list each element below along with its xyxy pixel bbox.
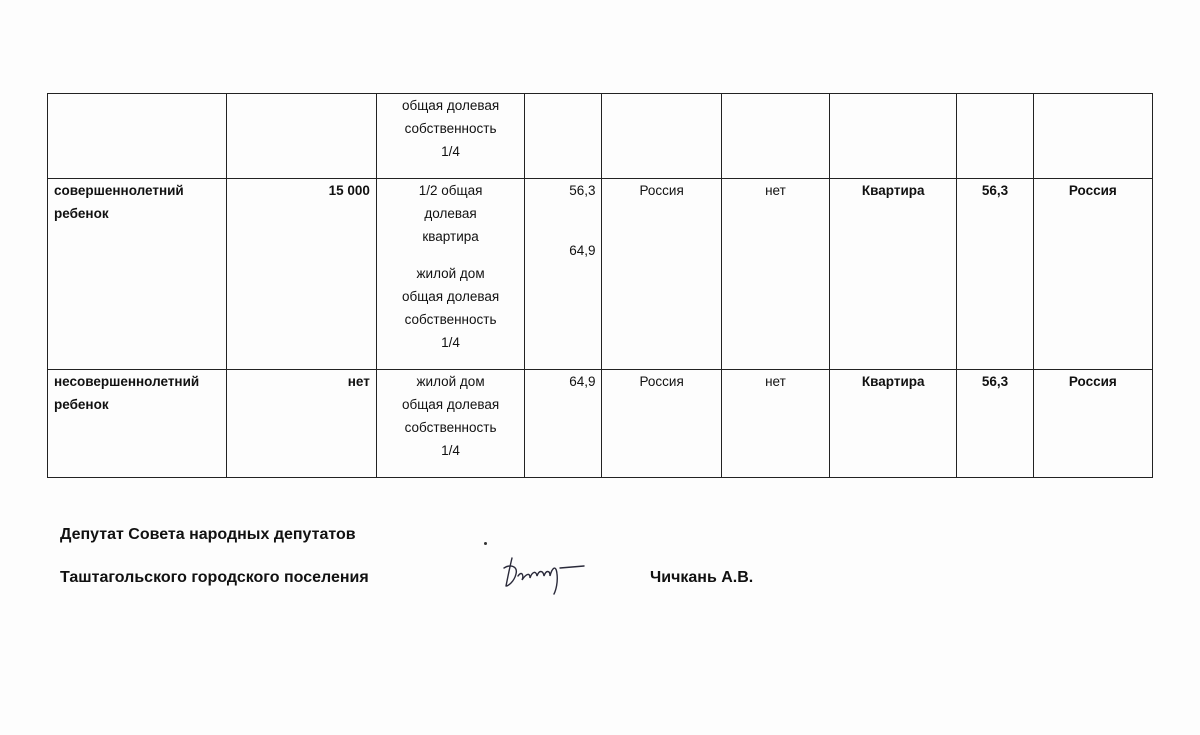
- declaration-table: [47, 93, 1153, 478]
- cell-use-area: [957, 179, 1033, 370]
- cell-use-area: [957, 94, 1033, 179]
- cell-property: [376, 179, 524, 370]
- country-value: Россия: [639, 183, 684, 198]
- use-type-value: Квартира: [861, 183, 925, 198]
- vehicles-value: нет: [765, 183, 786, 198]
- relation-line: ребенок: [54, 206, 109, 221]
- relation-line: несовершеннолетний: [54, 374, 200, 389]
- cell-income: [227, 94, 376, 179]
- vehicles-value: нет: [765, 374, 786, 389]
- property-line: 1/4: [441, 144, 460, 159]
- cell-vehicles: [721, 179, 829, 370]
- area-value: 64,9: [569, 374, 596, 389]
- property-line: жилой дом: [416, 374, 485, 389]
- property-line: общая долевая: [401, 289, 500, 304]
- cell-country: [602, 179, 721, 370]
- cell-relation: [48, 179, 227, 370]
- property-line: собственность: [404, 121, 497, 136]
- property-line: собственность: [404, 420, 497, 435]
- use-type-value: Квартира: [861, 374, 925, 389]
- income-value: 15 000: [328, 183, 370, 198]
- area-value: 56,3: [569, 183, 596, 198]
- table-row: [48, 94, 1153, 179]
- relation-line: совершеннолетний: [54, 183, 184, 198]
- table-row: [48, 179, 1153, 370]
- table-row: [48, 370, 1153, 478]
- area-value: 64,9: [569, 243, 596, 258]
- cell-area: [525, 179, 602, 370]
- cell-country: [602, 370, 721, 478]
- property-line: общая долевая: [401, 397, 500, 412]
- deputy-name: Чичкань А.В.: [650, 569, 754, 586]
- cell-relation: [48, 370, 227, 478]
- cell-vehicles: [721, 94, 829, 179]
- deputy-title-line1: Депутат Совета народных депутатов: [60, 526, 356, 543]
- cell-use-type: [830, 370, 957, 478]
- property-line: общая долевая: [401, 98, 500, 113]
- country-value: Россия: [639, 374, 684, 389]
- cell-area: [525, 94, 602, 179]
- cell-use-country: [1033, 179, 1152, 370]
- relation-line: ребенок: [54, 397, 109, 412]
- cell-use-type: [830, 179, 957, 370]
- cell-country: [602, 94, 721, 179]
- ink-dot: [484, 542, 487, 545]
- income-value: нет: [347, 374, 370, 389]
- property-line: квартира: [422, 229, 479, 244]
- cell-relation: [48, 94, 227, 179]
- cell-area: [525, 370, 602, 478]
- property-line: 1/2 общая: [418, 183, 483, 198]
- cell-use-type: [830, 94, 957, 179]
- cell-property: [376, 370, 524, 478]
- cell-vehicles: [721, 370, 829, 478]
- use-country-value: Россия: [1068, 374, 1117, 389]
- cell-use-country: [1033, 370, 1152, 478]
- deputy-title-line2: Таштагольского городского поселения: [60, 569, 369, 586]
- cell-use-country: [1033, 94, 1152, 179]
- cell-use-area: [957, 370, 1033, 478]
- property-line: собственность: [404, 312, 497, 327]
- signature-image: [500, 546, 592, 596]
- use-country-value: Россия: [1068, 183, 1117, 198]
- property-line: 1/4: [441, 443, 460, 458]
- cell-income: [227, 179, 376, 370]
- property-line: долевая: [424, 206, 477, 221]
- use-area-value: 56,3: [981, 183, 1009, 198]
- property-line: жилой дом: [416, 266, 485, 281]
- cell-income: [227, 370, 376, 478]
- cell-property: [376, 94, 524, 179]
- use-area-value: 56,3: [981, 374, 1009, 389]
- property-line: 1/4: [441, 335, 460, 350]
